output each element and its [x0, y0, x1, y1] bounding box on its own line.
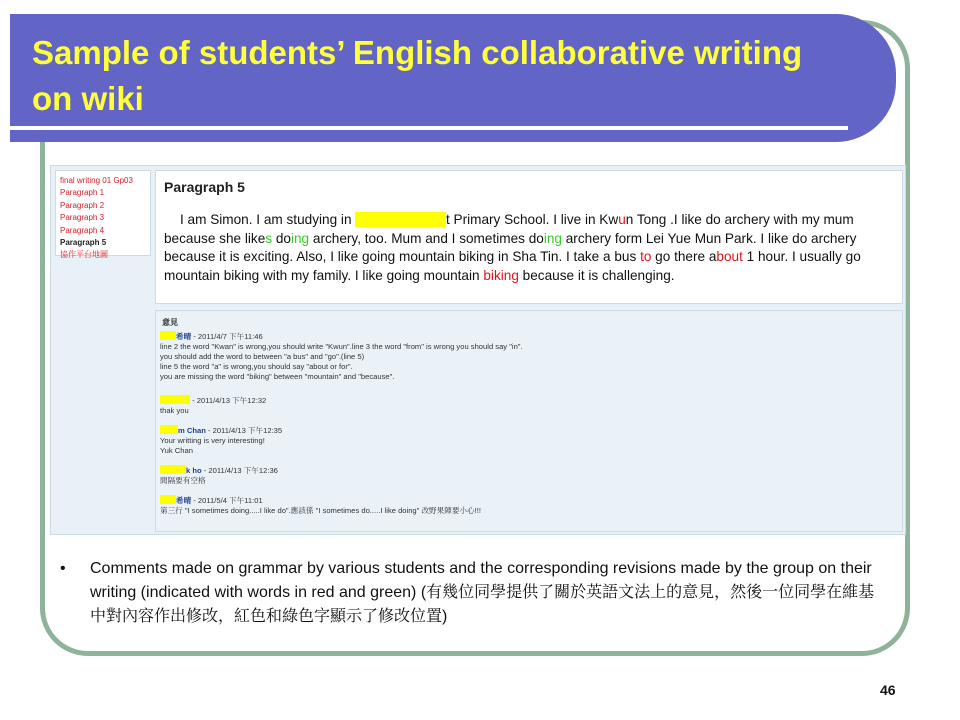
- redaction: [160, 395, 190, 404]
- redaction: [160, 425, 178, 434]
- comment-author: 希晴: [176, 496, 192, 505]
- comment: [160, 425, 282, 456]
- comment: [160, 331, 523, 382]
- paragraph-title: Paragraph 5: [164, 179, 245, 195]
- redaction: [160, 465, 186, 474]
- comment-line: thak you: [160, 406, 189, 415]
- comment-line: Your writting is very interesting!: [160, 436, 265, 445]
- comment-line: line 2 the word "Kwan" is wrong,you should write "Kwun".line 3 the word "from" is wrong you should say "in".: [160, 342, 523, 351]
- nav-item-paragraph-1[interactable]: Paragraph 1: [60, 188, 105, 198]
- comment-author: 希晴: [176, 332, 192, 341]
- paragraph-segment: archery form Lei Yue Mun Park. I like do archery because it is exciting. Also, I like going mountain biking in Sha Tin. I take a bus: [164, 230, 857, 264]
- page-number: 46: [880, 682, 896, 698]
- comment-line: you are missing the word "biking" between "mountain" and "because".: [160, 372, 395, 381]
- comments-section: [155, 310, 903, 532]
- revision-red: bout: [716, 249, 743, 264]
- redacted-text: XXXXXXXXXX: [355, 212, 446, 227]
- comment-line: Yuk Chan: [160, 446, 193, 455]
- comment-line: you should add the word to between "a bus" and "go".(line 5): [160, 352, 365, 361]
- comment-date: - 2011/4/13 下午12:36: [201, 466, 278, 475]
- nav-item-final-writing[interactable]: final writing 01 Gp03: [60, 176, 133, 185]
- bullet-marker: •: [60, 560, 66, 577]
- revision-green: ing: [543, 230, 562, 246]
- paragraph-segment: go there a: [651, 249, 717, 264]
- comment-date: - 2011/4/13 下午12:35: [205, 426, 283, 435]
- comment-author: m Chan: [178, 426, 206, 435]
- comment: [160, 495, 481, 516]
- wiki-screenshot: [50, 165, 906, 535]
- comment-author: k ho: [186, 466, 202, 475]
- paragraph-segment: t Primary School. I live in Kw: [445, 212, 619, 227]
- revision-red: to: [640, 249, 652, 264]
- nav-item-paragraph-5[interactable]: Paragraph 5: [60, 238, 107, 248]
- comment-date: - 2011/5/4 下午11:01: [191, 496, 263, 505]
- nav-item-site-map[interactable]: 協作平台地圖: [60, 250, 108, 260]
- comment-line: 間隔要有空格: [160, 476, 206, 485]
- paragraph-segment: because it is challenging.: [518, 267, 675, 283]
- comment-date: - 2011/4/13 下午12:32: [190, 396, 267, 405]
- nav-item-paragraph-2[interactable]: Paragraph 2: [60, 200, 105, 210]
- comment: [160, 465, 278, 486]
- title-underline: [10, 126, 848, 130]
- redaction: [160, 331, 176, 340]
- comment-date: - 2011/4/7 下午11:46: [191, 332, 263, 341]
- paragraph-segment: n Tong .I like do archery with my mum because she like: [164, 212, 854, 246]
- redaction: [160, 495, 176, 504]
- nav-item-paragraph-3[interactable]: Paragraph 3: [60, 213, 105, 223]
- paragraph-text: [164, 211, 904, 285]
- nav-item-paragraph-4[interactable]: Paragraph 4: [60, 225, 105, 235]
- paragraph-segment: do: [272, 230, 291, 246]
- revision-green: ing: [290, 230, 310, 246]
- paragraph-segment: I am Simon. I am studying in: [180, 212, 356, 227]
- comment-line: line 5 the word "a" is wrong,you should say "about or for".: [160, 362, 353, 371]
- paragraph-segment: 1 hour. I usually go mountain biking with my family. I like going mountain: [164, 249, 861, 283]
- bullet-text: Comments made on grammar by various students and the corresponding revisions made by the group on their writing (indicated with words in red and green) (有幾位同學提供了關於英語文法上的意見，然後一位同學在維基中對內容作出修改，紅色和綠色字顯示了修改位置): [90, 560, 875, 625]
- slide-title: Sample of students’ English collaborative writing on wiki: [32, 34, 803, 117]
- wiki-nav: [55, 170, 151, 260]
- comment-line: 第三行 "I sometimes doing.....I like do".應該係 "I sometimes do.....I like doing" 改野果陣要小心!!!: [160, 506, 481, 515]
- paragraph-segment: archery, too. Mum and I sometimes do: [309, 230, 544, 246]
- comments-title: 意見: [162, 318, 178, 327]
- comment: [160, 395, 266, 416]
- paragraph-content: [155, 170, 903, 304]
- revision-red: u: [618, 212, 626, 227]
- revision-green: s: [265, 230, 273, 246]
- revision-red: biking: [483, 267, 519, 283]
